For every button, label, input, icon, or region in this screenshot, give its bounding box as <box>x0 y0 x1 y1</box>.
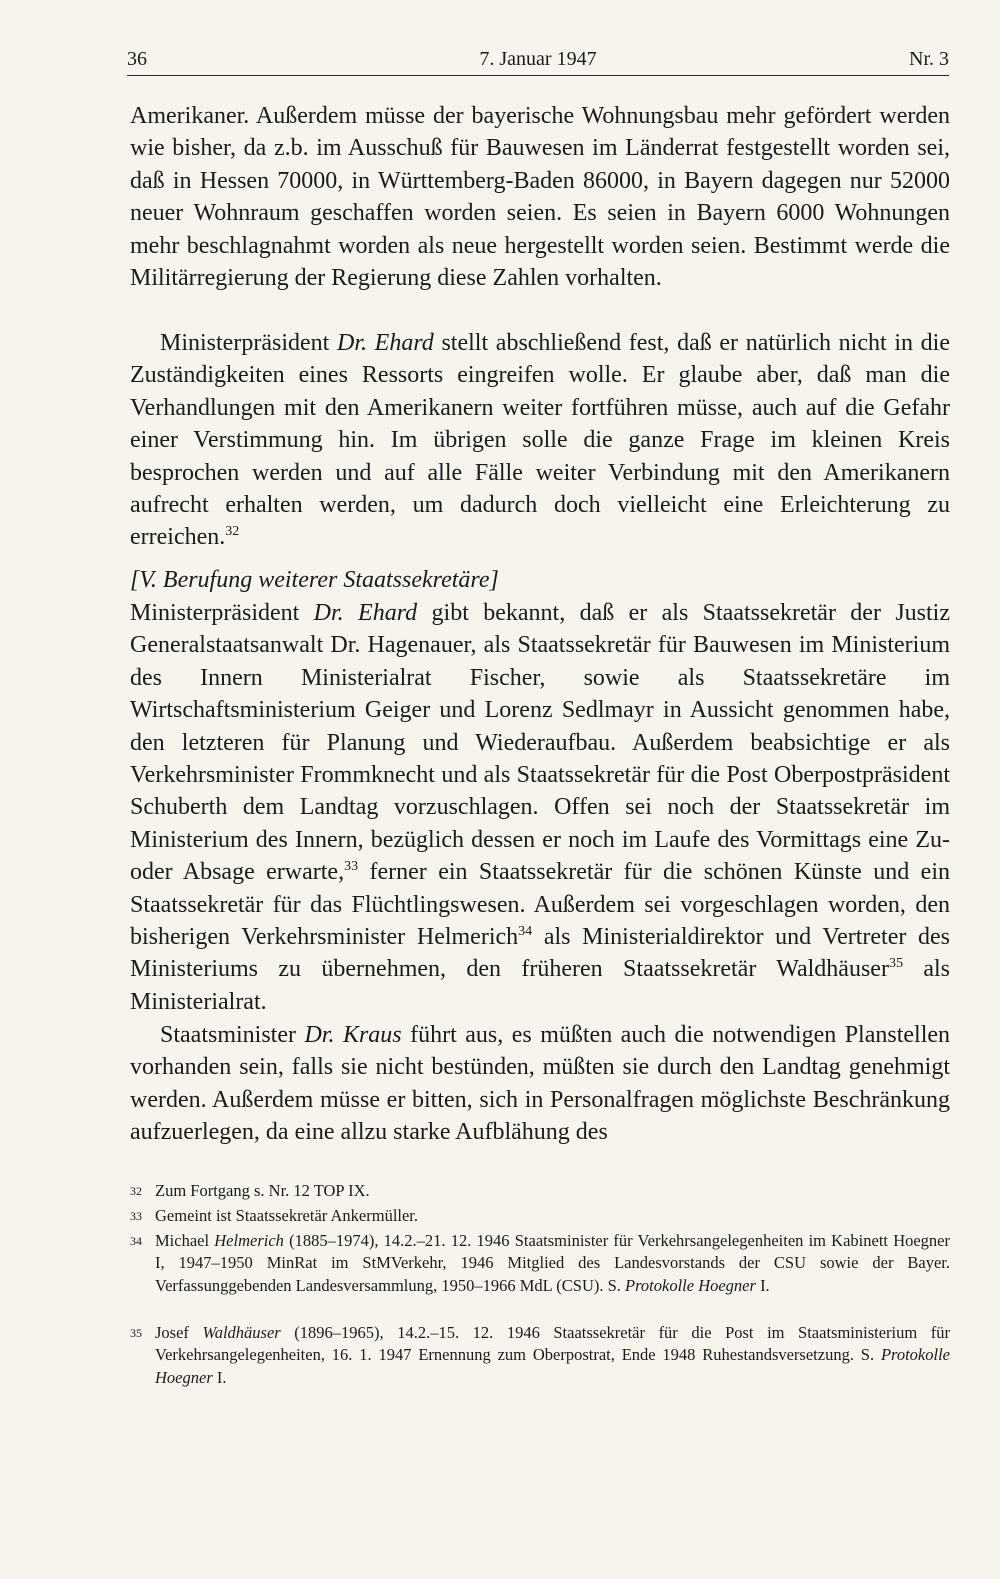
footnote-number: 34 <box>130 1234 142 1248</box>
speaker-intro: Ministerpräsident <box>130 600 314 626</box>
paragraph-2 <box>130 327 950 554</box>
paragraph-1: Amerikaner. Außerdem müsse der bayerische Wohnungsbau mehr gefördert werden wie bisher, da z.b. im Ausschuß für Bauwesen im Länderrat festgestellt worden sei, daß in Hessen 70000, in Württemberg-Baden 86000, in Bayern dagegen nur 52000 neuer Wohnraum geschaffen worden seien. Es seien in Bayern 6000 Wohnungen mehr beschlagnahmt worden als neue hergestellt worden seien. Bestimmt werde die Militärregierung der Regierung diese Zahlen vorhalten. <box>130 103 950 292</box>
footnote-post: I. <box>212 1367 227 1387</box>
footnote-pre: Josef <box>155 1323 203 1342</box>
paragraph-3-text-2: ferner ein Staatssekretär für die schönen Künste und ein Staatssekretär für das Flüchtlingswesen. Außerdem sei vorgeschlagen worden, den bisherigen Verkehrsminister Helmerich <box>130 859 950 951</box>
footnote-number: 32 <box>130 1184 142 1198</box>
footnote-post: I. <box>755 1275 770 1295</box>
footnote-ref-35: 35 <box>888 956 903 972</box>
document-number: Nr. 3 <box>909 48 949 70</box>
footnote-ref-32: 32 <box>225 524 240 540</box>
footnote-person: Waldhäuser <box>202 1323 281 1342</box>
footnote-32 <box>130 1180 950 1203</box>
paragraph-4 <box>130 1019 950 1149</box>
page-number: 36 <box>127 48 147 70</box>
footnote-33 <box>130 1205 950 1228</box>
footnote-text: (1896–1965), 14.2.–15. 12. 1946 Staatssekretär für die Post im Staatsministerium für Verkehrsangelegenheiten, 16. 1. 1947 Ernennung zum Oberpostrat, Ende 1948 Ruhestandsversetzung. S. <box>155 1323 950 1365</box>
footnote-person: Helmerich <box>214 1231 284 1250</box>
footnote-34 <box>130 1230 950 1320</box>
header-rule <box>127 75 949 76</box>
speaker-name: Dr. Kraus <box>304 1022 402 1048</box>
footnote-ref-33: 33 <box>344 859 359 875</box>
paragraph-3-text-1: gibt bekannt, daß er als Staatssekretär der Justiz Generalstaatsanwalt Dr. Hagenauer, als Staatssekretär für Bauwesen im Ministerium des Innern Ministerialrat Fischer, sowie als Staatssekretäre im Wirtschaftsministerium Geiger und Lorenz Sedlmayr in Aussicht genommen habe, den letzteren für Planung und Wiederaufbau. Außerdem beabsichtige er als Verkehrsminister Frommknecht und als Staatssekretär für die Post Oberpostpräsident Schuberth dem Landtag vorzuschlagen. Offen sei noch der Staatssekretär im Ministerium des Innern, bezüglich dessen er noch im Laufe des Vormittags eine Zu- oder Absage erwarte, <box>130 600 950 886</box>
footnote-source: Protokolle Hoegner <box>625 1275 756 1295</box>
speaker-intro: Staatsminister <box>160 1022 305 1048</box>
footnotes <box>130 1180 950 1390</box>
footnote-ref-34: 34 <box>518 924 533 940</box>
paragraph-3 <box>130 597 950 1019</box>
paragraph-3-text-3: als Ministerialdirektor und Vertreter des Ministeriums zu übernehmen, den früheren Staatssekretär Waldhäuser <box>130 924 950 983</box>
paragraph-4-text: führt aus, es müßten auch die notwendigen Planstellen vorhanden sein, falls sie nicht bestünden, müßten sie durch den Landtag genehmigt werden. Außerdem müsse er bitten, sich in Personalfragen möglichste Beschränkung aufzuerlegen, da eine allzu starke Aufblähung des <box>130 1022 950 1146</box>
paragraph-3-text-4: als Ministerialrat. <box>130 956 950 1015</box>
footnote-number: 35 <box>130 1326 142 1340</box>
footnote-number: 33 <box>130 1209 142 1223</box>
footnote-text: (1885–1974), 14.2.–21. 12. 1946 Staatsminister für Verkehrsangelegenheiten im Kabinett Hoegner I, 1947–1950 MinRat im StMVerkehr, 1946 Mitglied des Landesvorstands der CSU sowie der Bayer. Verfassunggebenden Landesversammlung, 1950–1966 MdL (CSU). S. <box>155 1231 950 1295</box>
footnote-source: Protokolle Hoegner <box>155 1345 950 1387</box>
speaker-name: Dr. Ehard <box>313 600 418 626</box>
header-date: 7. Januar 1947 <box>479 48 597 70</box>
speaker-intro: Ministerpräsident <box>160 330 337 356</box>
footnote-35 <box>130 1322 950 1390</box>
footnote-text: Gemeint ist Staatssekretär Ankermüller. <box>155 1206 419 1225</box>
section-heading <box>130 564 950 597</box>
page-header <box>127 44 949 74</box>
speaker-name: Dr. Ehard <box>336 330 434 356</box>
footnote-pre: Michael <box>155 1231 215 1250</box>
body-text <box>130 100 950 1149</box>
section-heading-text: [V. Berufung weiterer Staatssekretäre] <box>130 567 499 593</box>
footnote-text: Zum Fortgang s. Nr. 12 TOP IX. <box>155 1181 370 1200</box>
paragraph-2-text: stellt abschließend fest, daß er natürlich nicht in die Zuständigkeiten eines Ressorts eingreifen wolle. Er glaube aber, daß man die Verhandlungen mit den Amerikanern weiter fortführen müsse, auch auf die Gefahr einer Verstimmung hin. Im übrigen solle die ganze Frage im kleinen Kreis besprochen werden und auf alle Fälle weiter Verbindung mit den Amerikanern aufrecht erhalten werden, um dadurch doch vielleicht eine Erleichterung zu erreichen. <box>130 330 950 551</box>
